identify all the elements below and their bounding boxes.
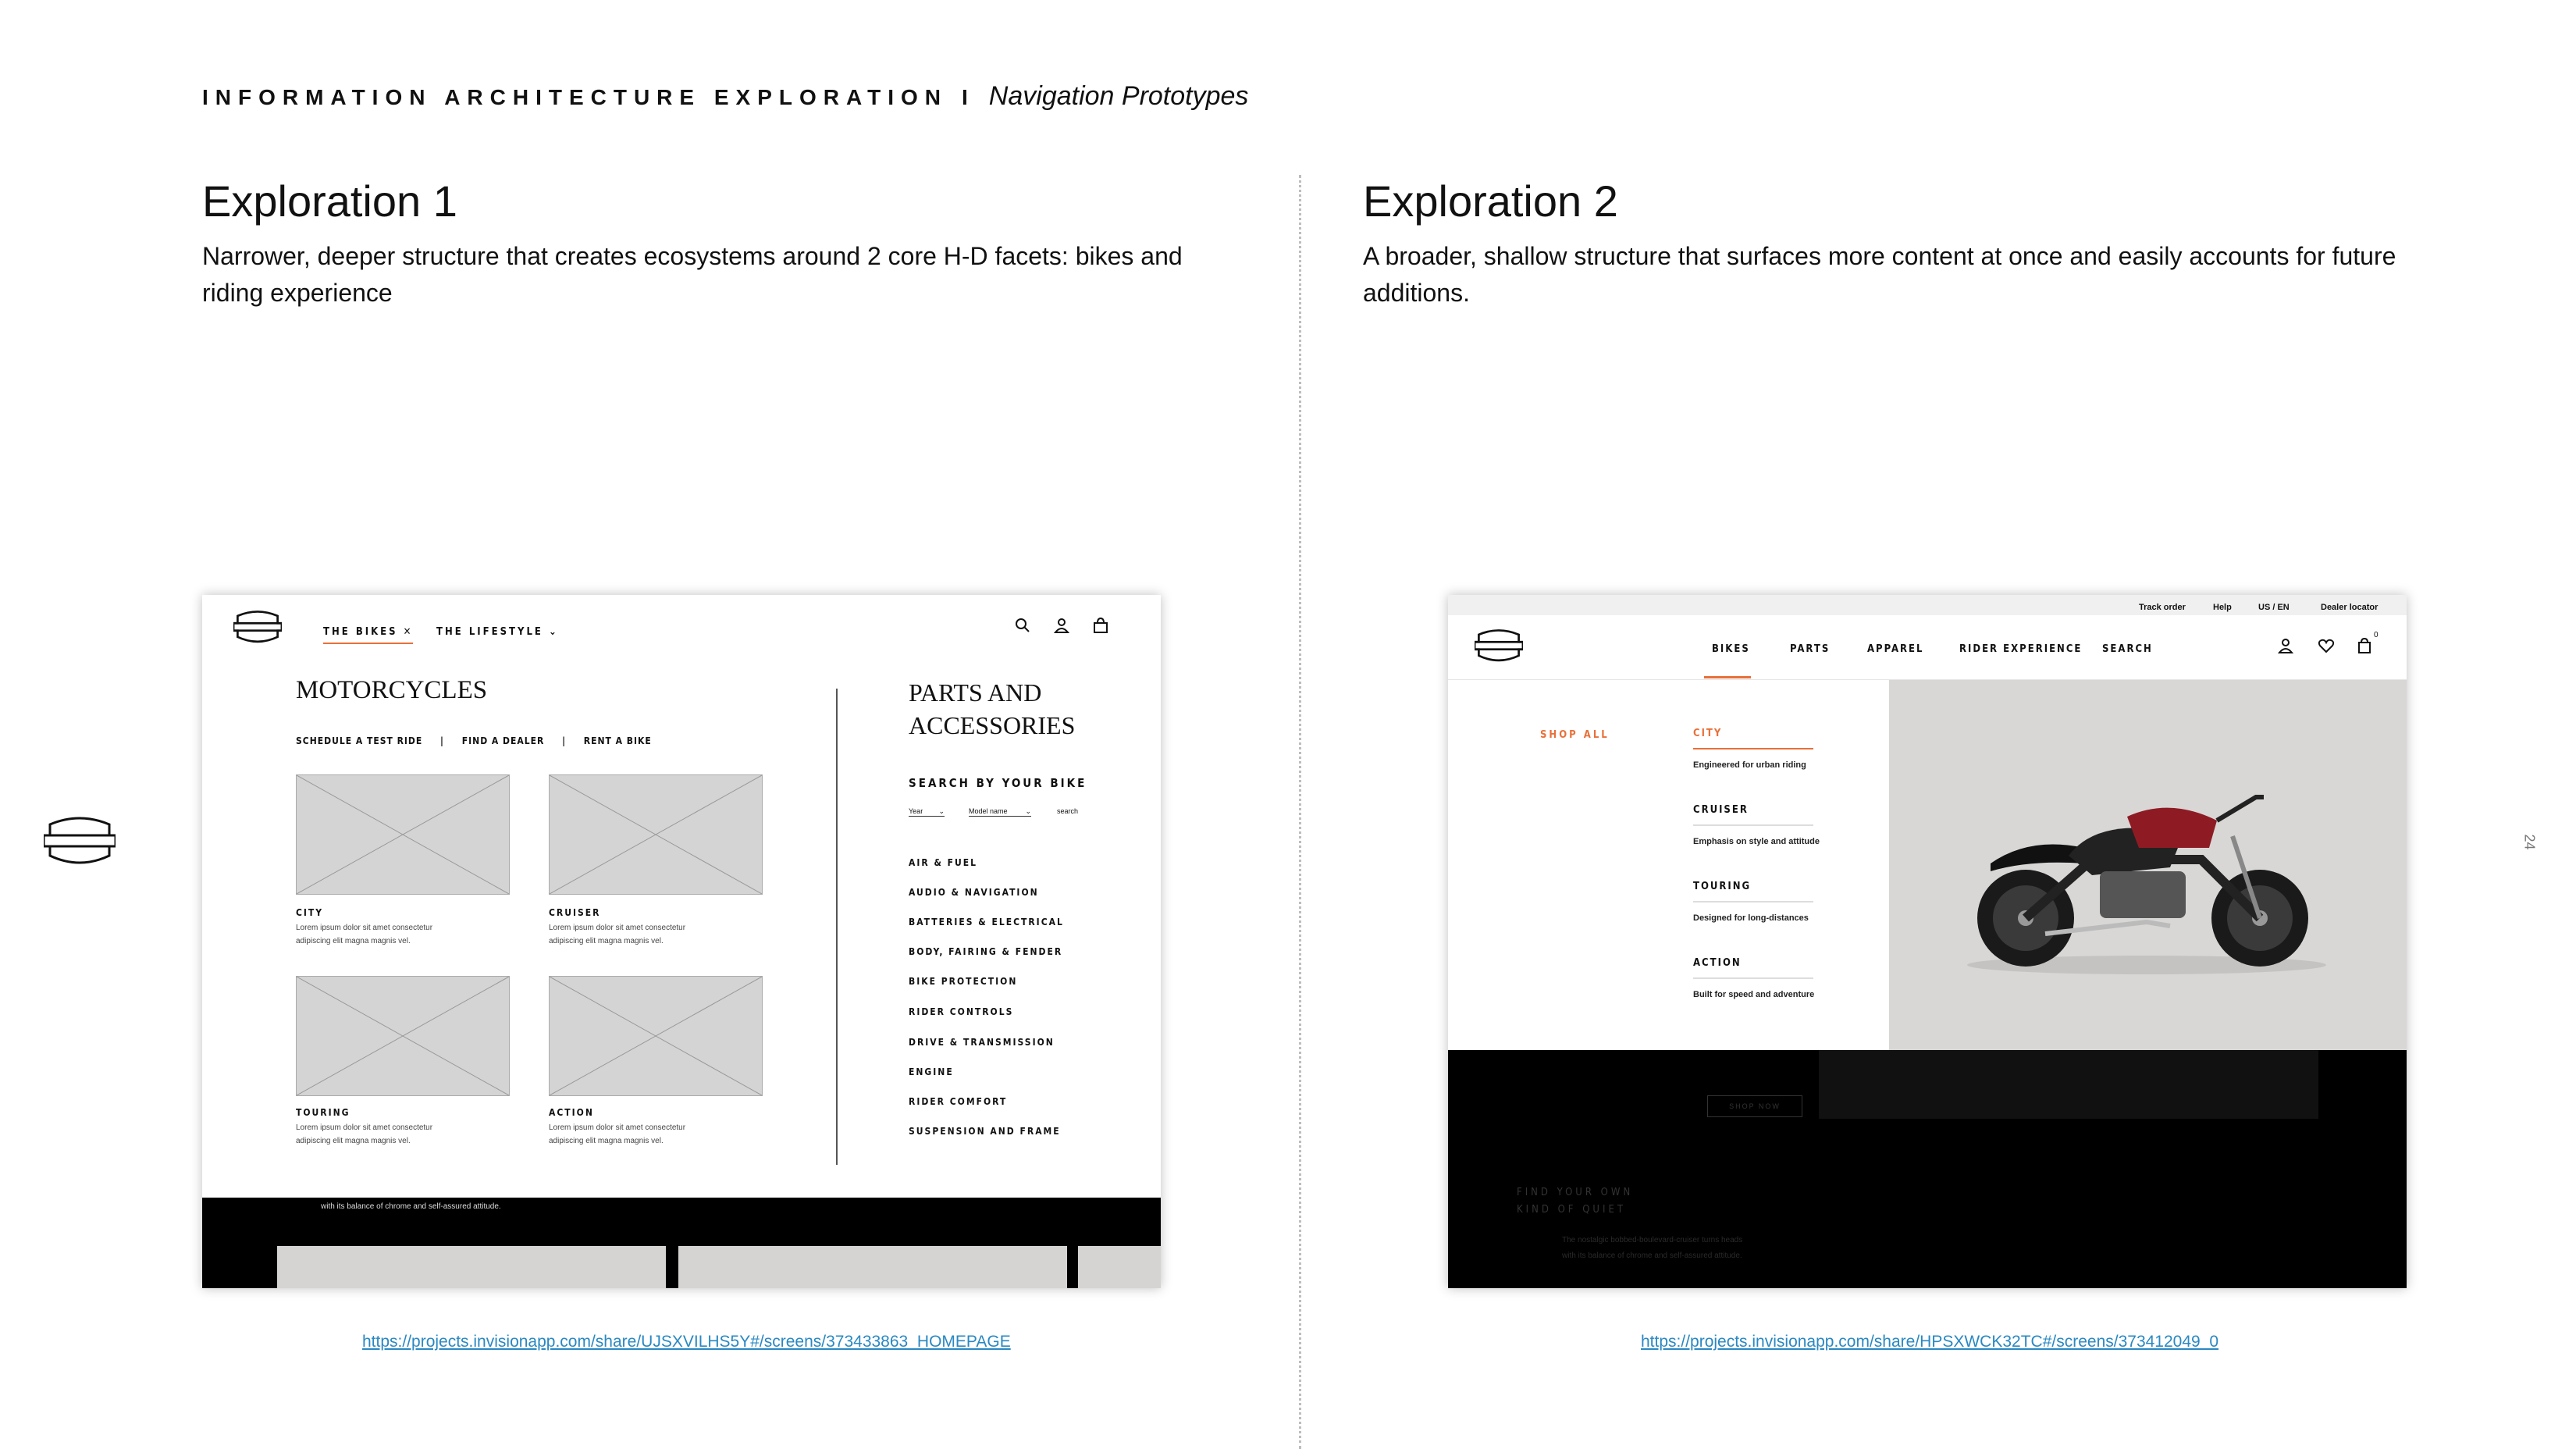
prototype-1-link[interactable]: https://projects.invisionapp.com/share/UJSXVILHS5Y#/screens/373433863_HOMEPAGE	[362, 1333, 1011, 1351]
category-action-desc-line: Lorem ipsum dolor sit amet consectetur	[549, 1123, 686, 1132]
category-action-underline	[1693, 977, 1813, 979]
category-action-desc-line: adipiscing elit magna magnis vel.	[549, 1137, 664, 1145]
category-city-desc-line: Lorem ipsum dolor sit amet consectetur	[296, 924, 433, 932]
parts-heading-line: PARTS AND	[909, 678, 1042, 707]
rent-bike-link[interactable]: RENT A BIKE	[583, 735, 652, 746]
footer-image-placeholder	[678, 1246, 1067, 1288]
prototype-1-screenshot	[202, 595, 1161, 1288]
header-separator: I	[962, 85, 975, 109]
dark-heading	[1517, 1184, 1633, 1219]
image-placeholder[interactable]	[296, 774, 510, 895]
search-by-bike-heading: SEARCH BY YOUR BIKE	[909, 776, 1087, 790]
category-action-desc	[549, 1121, 685, 1148]
hd-logo-icon	[44, 812, 116, 870]
category-touring-title[interactable]: TOURING	[1693, 881, 1752, 892]
dark-body-line: The nostalgic bobbed-boulevard-cruiser turns heads	[1562, 1236, 1743, 1244]
prototype-2-screenshot	[1448, 595, 2407, 1288]
category-city-desc-line: adipiscing elit magna magnis vel.	[296, 937, 411, 945]
year-select-label: Year	[909, 807, 923, 815]
category-touring-desc-line: Lorem ipsum dolor sit amet consectetur	[296, 1123, 433, 1132]
category-touring-desc	[296, 1121, 432, 1148]
parts-item[interactable]: RIDER COMFORT	[909, 1096, 1008, 1107]
cart-count: 0	[2374, 631, 2379, 639]
find-dealer-link[interactable]: FIND A DEALER	[461, 735, 545, 746]
category-cruiser-underline	[1693, 824, 1813, 826]
category-cruiser-title[interactable]: CRUISER	[549, 907, 601, 918]
exploration-2-description: A broader, shallow structure that surfaces more content at once and easily accounts for future additions.	[1363, 242, 2396, 307]
nav-the-bikes[interactable]	[323, 626, 413, 644]
parts-item[interactable]: BIKE PROTECTION	[909, 976, 1018, 987]
year-select[interactable]	[909, 807, 945, 817]
category-action-title[interactable]: ACTION	[549, 1107, 594, 1118]
search-button[interactable]: search	[1057, 807, 1079, 815]
exploration-1-description: Narrower, deeper structure that creates ecosystems around 2 core H-D facets: bikes and riding experience	[202, 242, 1183, 307]
chevron-down-icon: ⌄	[549, 626, 559, 638]
shop-all-link[interactable]: SHOP ALL	[1540, 729, 1610, 741]
dark-heading-line: FIND YOUR OWN	[1517, 1187, 1634, 1198]
chevron-down-icon: ⌄	[938, 807, 945, 815]
motorcycle-image	[1889, 680, 2407, 1050]
category-city-desc: Engineered for urban riding	[1693, 760, 1806, 770]
footer-image-placeholder	[277, 1246, 666, 1288]
category-cruiser-desc-line: Lorem ipsum dolor sit amet consectetur	[549, 924, 686, 932]
heart-icon[interactable]	[2318, 637, 2335, 654]
parts-item[interactable]: BATTERIES & ELECTRICAL	[909, 917, 1064, 927]
header-title: INFORMATION ARCHITECTURE EXPLORATION	[202, 85, 948, 109]
parts-item[interactable]: ENGINE	[909, 1066, 954, 1077]
category-touring-desc-line: adipiscing elit magna magnis vel.	[296, 1137, 411, 1145]
dark-body-line: with its balance of chrome and self-assured attitude.	[1562, 1251, 1742, 1260]
exploration-2-title: Exploration 2	[1363, 176, 1618, 226]
category-touring-underline	[1693, 901, 1813, 903]
help-link[interactable]: Help	[2213, 603, 2232, 612]
schedule-test-ride-link[interactable]: SCHEDULE A TEST RIDE	[296, 735, 423, 746]
category-city-underline	[1693, 748, 1813, 749]
close-icon: ✕	[403, 626, 414, 638]
parts-item[interactable]: AUDIO & NAVIGATION	[909, 887, 1039, 898]
nav-the-bikes-label: THE BIKES	[323, 626, 398, 638]
parts-heading	[909, 676, 1075, 742]
parts-item[interactable]: RIDER CONTROLS	[909, 1006, 1014, 1017]
motorcycles-subnav	[296, 735, 652, 746]
nav-search[interactable]: SEARCH	[2102, 643, 2153, 655]
cart-icon[interactable]	[2357, 637, 2374, 654]
parts-item[interactable]: SUSPENSION AND FRAME	[909, 1126, 1061, 1137]
nav-the-lifestyle-label: THE LIFESTYLE	[436, 626, 543, 638]
motorcycles-heading: MOTORCYCLES	[296, 676, 488, 704]
image-placeholder[interactable]	[549, 976, 763, 1096]
locale-link[interactable]: US / EN	[2258, 603, 2290, 612]
category-action-desc: Built for speed and adventure	[1693, 990, 1815, 999]
shop-now-button[interactable]: SHOP NOW	[1707, 1095, 1802, 1117]
category-touring-title[interactable]: TOURING	[296, 1107, 350, 1118]
model-select[interactable]	[969, 807, 1031, 817]
search-icon[interactable]	[1014, 617, 1031, 634]
hd-logo-icon[interactable]	[1475, 626, 1523, 665]
track-order-link[interactable]: Track order	[2139, 603, 2186, 612]
subnav-separator: |	[440, 735, 444, 746]
header-subtitle: Navigation Prototypes	[988, 81, 1249, 111]
dark-body-text	[1562, 1233, 1742, 1264]
category-city-title[interactable]: CITY	[1693, 728, 1723, 739]
image-placeholder[interactable]	[296, 976, 510, 1096]
category-cruiser-desc-line: adipiscing elit magna magnis vel.	[549, 937, 664, 945]
nav-rider-experience[interactable]: RIDER EXPERIENCE	[1959, 643, 2083, 655]
nav-parts[interactable]: PARTS	[1790, 643, 1831, 655]
parts-heading-line: ACCESSORIES	[909, 711, 1076, 739]
image-placeholder[interactable]	[549, 774, 763, 895]
prototype-2-link[interactable]: https://projects.invisionapp.com/share/HPSXWCK32TC#/screens/373412049_0	[1641, 1333, 2219, 1351]
nav-the-lifestyle[interactable]	[436, 626, 559, 638]
nav-apparel[interactable]: APPAREL	[1867, 643, 1924, 655]
page-header	[202, 81, 1248, 112]
model-select-label: Model name	[969, 807, 1008, 815]
parts-item[interactable]: BODY, FAIRING & FENDER	[909, 946, 1063, 957]
dealer-locator-link[interactable]: Dealer locator	[2321, 603, 2379, 612]
category-action-title[interactable]: ACTION	[1693, 957, 1742, 969]
exploration-1-title: Exploration 1	[202, 176, 457, 226]
chevron-down-icon: ⌄	[1025, 807, 1031, 815]
account-icon[interactable]	[1053, 617, 1070, 634]
vertical-divider	[836, 689, 838, 1165]
dark-image	[1819, 1050, 2318, 1119]
account-icon[interactable]	[2277, 637, 2294, 654]
category-city-desc	[296, 921, 432, 948]
dark-heading-line: KIND OF QUIET	[1517, 1204, 1626, 1216]
footer-band	[202, 1198, 1161, 1288]
dark-section	[1448, 1050, 2407, 1288]
column-divider	[1299, 175, 1301, 1449]
parts-item[interactable]: DRIVE & TRANSMISSION	[909, 1037, 1055, 1048]
page-number: 24	[2521, 834, 2538, 850]
footer-text: with its balance of chrome and self-assured attitude.	[321, 1202, 501, 1211]
nav-bikes[interactable]: BIKES	[1712, 643, 1750, 655]
category-cruiser-desc	[549, 921, 685, 948]
bag-icon[interactable]	[1092, 617, 1109, 634]
nav-active-indicator	[1704, 676, 1751, 678]
category-touring-desc: Designed for long-distances	[1693, 913, 1809, 923]
category-cruiser-desc: Emphasis on style and attitude	[1693, 837, 1820, 846]
hero-image[interactable]	[1889, 680, 2407, 1050]
hd-logo-icon[interactable]	[233, 607, 282, 646]
category-city-title[interactable]: CITY	[296, 907, 324, 918]
parts-item[interactable]: AIR & FUEL	[909, 857, 978, 868]
subnav-separator: |	[562, 735, 567, 746]
category-cruiser-title[interactable]: CRUISER	[1693, 804, 1749, 816]
footer-image-placeholder	[1078, 1246, 1161, 1288]
